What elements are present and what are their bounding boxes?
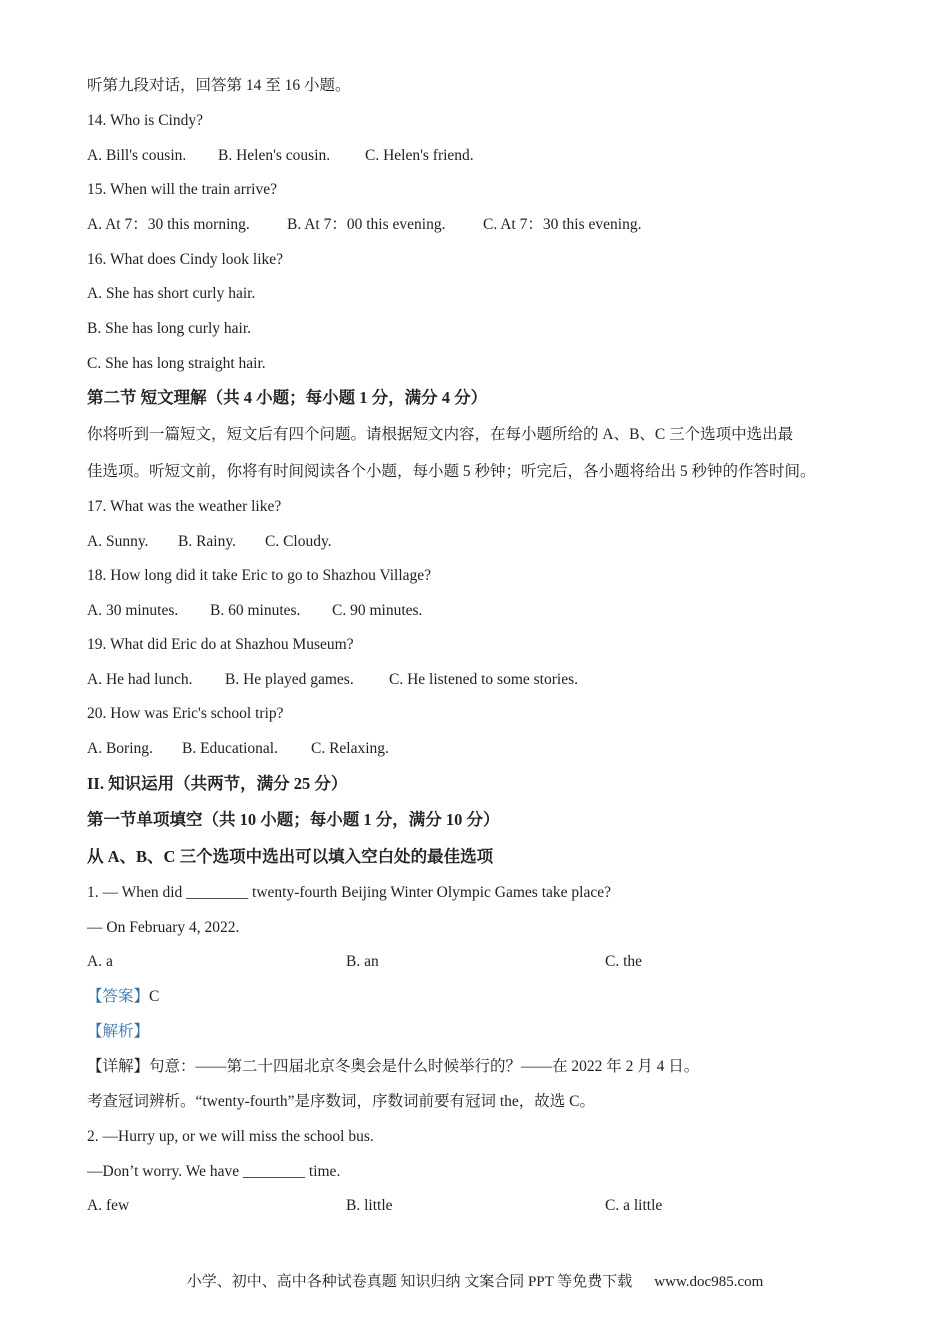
question-16-option-c: C. She has long straight hair.	[87, 355, 266, 372]
question-1-line2: — On February 4, 2022.	[87, 919, 240, 936]
option-a: A. Sunny.	[87, 533, 149, 550]
option-a: A. He had lunch.	[87, 671, 193, 688]
question-18: 18. How long did it take Eric to go to Shazhou Village?	[87, 567, 432, 584]
answer-label: 【答案】	[87, 988, 150, 1005]
section-intro: 听第九段对话，回答第 14 至 16 小题。	[87, 77, 351, 94]
option-b: B. an	[346, 953, 379, 970]
detail-text: 句意：——第二十四届北京冬奥会是什么时候举行的？——在 2022 年 2 月 4 日。	[149, 1058, 700, 1075]
option-b: B. Helen's cousin.	[218, 147, 331, 164]
question-16-option-a: A. She has short curly hair.	[87, 285, 256, 302]
question-16: 16. What does Cindy look like?	[87, 251, 284, 268]
option-a: A. 30 minutes.	[87, 602, 179, 619]
option-a: A. few	[87, 1197, 130, 1214]
question-19: 19. What did Eric do at Shazhou Museum?	[87, 636, 354, 653]
question-2-line2: —Don’t worry. We have ________ time.	[87, 1163, 341, 1180]
option-c: C. Helen's friend.	[365, 147, 474, 164]
option-a: A. Boring.	[87, 740, 153, 757]
part2-heading: 第二节 短文理解（共 4 小题；每小题 1 分，满分 4 分）	[87, 388, 488, 407]
option-b: B. Rainy.	[178, 533, 236, 550]
part2-instruction-1: 你将听到一篇短文，短文后有四个问题。请根据短文内容，在每小题所给的 A、B、C 三个选项中选出最	[87, 426, 794, 443]
option-b: B. little	[346, 1197, 393, 1214]
page-footer	[0, 1270, 950, 1291]
detail-line	[87, 1057, 699, 1077]
question-1-line1: 1. — When did ________ twenty-fourth Beijing Winter Olympic Games take place?	[87, 884, 611, 901]
analysis-label: 【解析】	[87, 1023, 150, 1040]
question-16-option-b: B. She has long curly hair.	[87, 320, 252, 337]
answer-line	[87, 987, 159, 1007]
detail-label: 【详解】	[87, 1058, 150, 1075]
option-c: C. Relaxing.	[311, 740, 389, 757]
option-c: C. He listened to some stories.	[389, 671, 578, 688]
option-b: B. Educational.	[182, 740, 278, 757]
option-c: C. 90 minutes.	[332, 602, 423, 619]
option-b: B. He played games.	[225, 671, 354, 688]
section-ii-heading: II. 知识运用（共两节，满分 25 分）	[87, 774, 348, 793]
option-c: C. the	[605, 953, 643, 970]
option-b: B. 60 minutes.	[210, 602, 301, 619]
option-a: A. Bill's cousin.	[87, 147, 187, 164]
option-c: C. a little	[605, 1197, 663, 1214]
footer-url[interactable]: www.doc985.com	[654, 1274, 764, 1290]
question-14: 14. Who is Cindy?	[87, 112, 203, 129]
option-a: A. At 7：30 this morning.	[87, 216, 250, 233]
option-a: A. a	[87, 953, 113, 970]
option-b: B. At 7：00 this evening.	[287, 216, 446, 233]
question-20: 20. How was Eric's school trip?	[87, 705, 284, 722]
explanation: 考查冠词辨析。“twenty-fourth”是序数词，序数词前要有冠词 the，故选 C。	[87, 1093, 596, 1110]
option-c: C. At 7：30 this evening.	[483, 216, 642, 233]
part1-heading: 第一节单项填空（共 10 小题；每小题 1 分，满分 10 分）	[87, 810, 500, 829]
footer-text: 小学、初中、高中各种试卷真题 知识归纳 文案合同 PPT 等免费下载	[186, 1274, 633, 1290]
part1-instruction: 从 A、B、C 三个选项中选出可以填入空白处的最佳选项	[87, 847, 494, 866]
question-15: 15. When will the train arrive?	[87, 181, 277, 198]
part2-instruction-2: 佳选项。听短文前，你将有时间阅读各个小题，每小题 5 秒钟；听完后，各小题将给出 5 秒钟的作答时间。	[87, 463, 816, 480]
option-c: C. Cloudy.	[265, 533, 332, 550]
question-2-line1: 2. —Hurry up, or we will miss the school bus.	[87, 1128, 374, 1145]
answer-value: C	[149, 988, 160, 1005]
question-17: 17. What was the weather like?	[87, 498, 282, 515]
